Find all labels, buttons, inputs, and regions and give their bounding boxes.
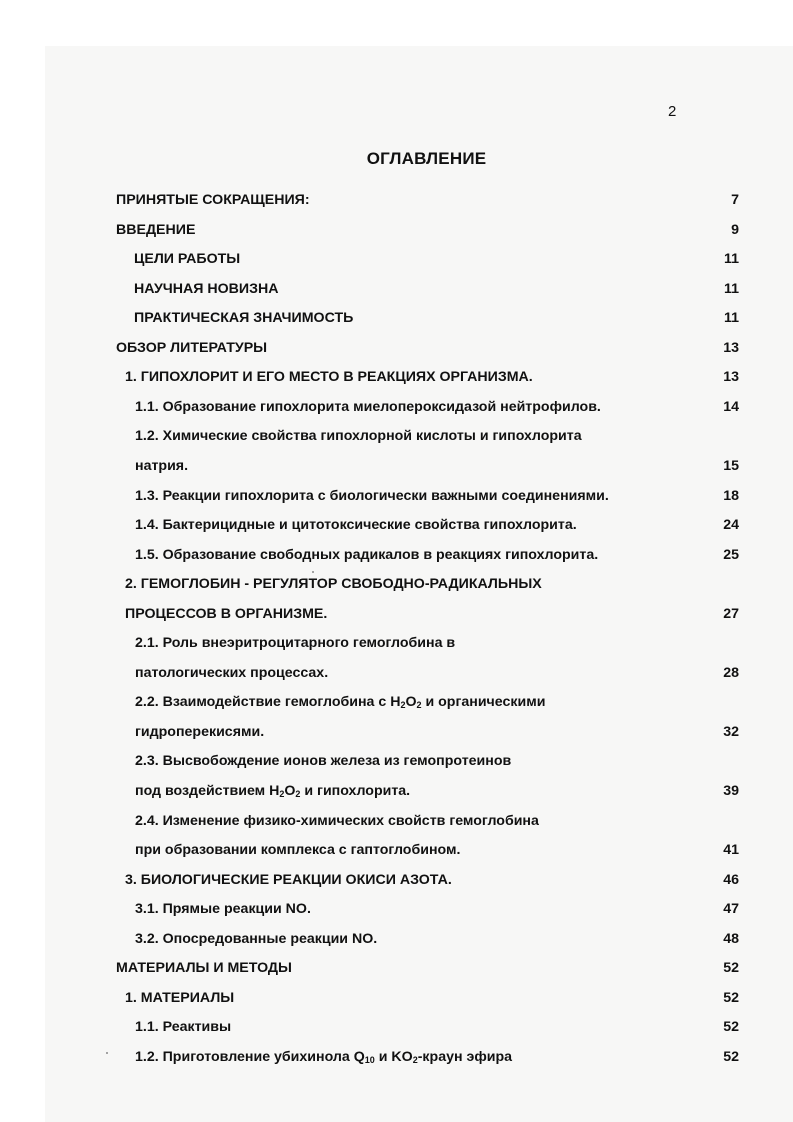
toc-entry-title: 1.4. Бактерицидные и цитотоксические свойства гипохлорита. [135,517,577,534]
toc-entry-page: 14 [723,398,739,415]
toc-entry-title: 2.1. Роль внеэритроцитарного гемоглобина в [135,635,456,652]
toc-entry-title: при образовании комплекса с гаптоглобином. [135,842,461,859]
toc-entry-page: 11 [724,251,739,268]
toc-entry-title: 1.1. Реактивы [135,1019,232,1036]
toc-entry-title: 3.2. Опосредованные реакции NO. [135,930,378,947]
toc-entry [0,898,793,920]
toc-entry [0,366,793,388]
toc-entry-title: 2.3. Высвобождение ионов железа из гемопротеинов [135,753,512,770]
toc-entry [0,455,793,477]
toc-entry-title: 1.1. Образование гипохлорита миелопероксидазой нейтрофилов. [135,398,601,415]
toc-entry [0,957,793,979]
toc-entry [0,810,793,832]
toc-entry-page: 46 [723,871,739,888]
toc-entry-page: 52 [723,960,739,977]
toc-entry-title: 1. МАТЕРИАЛЫ [125,989,235,1006]
toc-entry-title: 3. БИОЛОГИЧЕСКИЕ РЕАКЦИИ ОКИСИ АЗОТА. [125,871,452,888]
toc-entry-page: 24 [723,517,739,534]
toc-entry-page: 15 [723,457,739,474]
toc-entry [0,750,793,772]
toc-entry-title: ВВЕДЕНИЕ [116,221,196,238]
toc-entry-title: гидроперекисями. [135,723,265,740]
toc-entry [0,928,793,950]
toc-entry-page: 28 [723,664,739,681]
toc-entry [0,573,793,595]
toc-entry-title: ПРИНЯТЫЕ СОКРАЩЕНИЯ: [116,192,310,208]
toc-entry-page: 52 [723,989,739,1006]
page-number: 2 [668,103,677,120]
scan-speck [106,1052,108,1054]
toc-entry [0,987,793,1009]
toc-entry-page: 7 [731,192,739,208]
toc-entry [0,248,793,270]
toc-title: ОГЛАВЛЕНИЕ [366,149,487,168]
toc-entry-title: 2.2. Взаимодействие гемоглобина с $H_2O_2$ и органическими [135,694,546,711]
toc-entry-page: 47 [723,901,739,918]
toc-entry [0,632,793,654]
toc-entry-title: под воздействием $H_2O_2$ и гипохлорита. [135,783,411,799]
toc-entry-title: 1.2. Химические свойства гипохлорной кислоты и гипохлорита [135,428,582,445]
toc-entry-page: 11 [724,280,739,297]
toc-entry [0,1046,793,1068]
toc-entry-title: МАТЕРИАЛЫ И МЕТОДЫ [116,960,292,977]
toc-entry-page: 39 [723,783,739,799]
toc-entry-title: натрия. [135,457,189,474]
toc-entry [0,721,793,743]
toc-entry-title: 2. ГЕМОГЛОБИН - РЕГУЛЯТОР СВОБОДНО-РАДИКАЛЬНЫХ [125,576,542,593]
toc-entry-title: 1. ГИПОХЛОРИТ И ЕГО МЕСТО В РЕАКЦИЯХ ОРГАНИЗМА. [125,369,533,386]
toc-entry-title: 3.1. Прямые реакции NO. [135,901,311,918]
toc-entry-page: 32 [723,723,739,740]
toc-entry-page: 9 [731,221,739,238]
toc-entry-title: ЦЕЛИ РАБОТЫ [134,251,241,268]
toc-entry-page: 27 [723,605,739,622]
scan-speck [312,571,314,573]
toc-entry [0,396,793,418]
toc-entry [0,307,793,329]
toc-entry-title: ПРАКТИЧЕСКАЯ ЗНАЧИМОСТЬ [134,310,354,327]
toc-entry-title: 1.5. Образование свободных радикалов в реакциях гипохлорита. [135,546,599,563]
toc-entry [0,485,793,507]
toc-entry [0,839,793,861]
toc-entry [0,278,793,300]
toc-entry-page: 25 [723,546,739,563]
toc-entry-page: 18 [723,487,739,504]
toc-entry [0,662,793,684]
toc-entry-page: 52 [723,1048,739,1065]
toc-entry-title: НАУЧНАЯ НОВИЗНА [134,280,279,297]
toc-entry-title: ПРОЦЕССОВ В ОРГАНИЗМЕ. [125,605,328,622]
toc-entry-page: 11 [724,310,739,327]
toc-entry-title: патологических процессах. [135,664,329,681]
toc-entry [0,219,793,241]
toc-entry [0,544,793,566]
toc-entry [0,1016,793,1038]
toc-entry [0,603,793,625]
toc-entry-title: ОБЗОР ЛИТЕРАТУРЫ [116,339,268,356]
toc-entry-page: 41 [723,842,739,859]
toc-entry [0,869,793,891]
toc-entry [0,337,793,359]
toc-entry-title: 1.3. Реакции гипохлорита с биологически важными соединениями. [135,487,609,504]
toc-entry-page: 13 [723,369,739,386]
toc-entry [0,691,793,713]
toc-entry [0,514,793,536]
toc-entry-page: 13 [723,339,739,356]
toc-entry [0,780,793,802]
toc-entry-title: 2.4. Изменение физико-химических свойств гемоглобина [135,812,539,829]
toc-entry [0,425,793,447]
toc-entry-page: 52 [723,1019,739,1036]
toc-entry-page: 48 [723,930,739,947]
toc-entry-title: 1.2. Приготовление убихинола $Q_{10}$ и $KO_2$-краун эфира [135,1048,513,1065]
toc-entry [0,189,793,211]
